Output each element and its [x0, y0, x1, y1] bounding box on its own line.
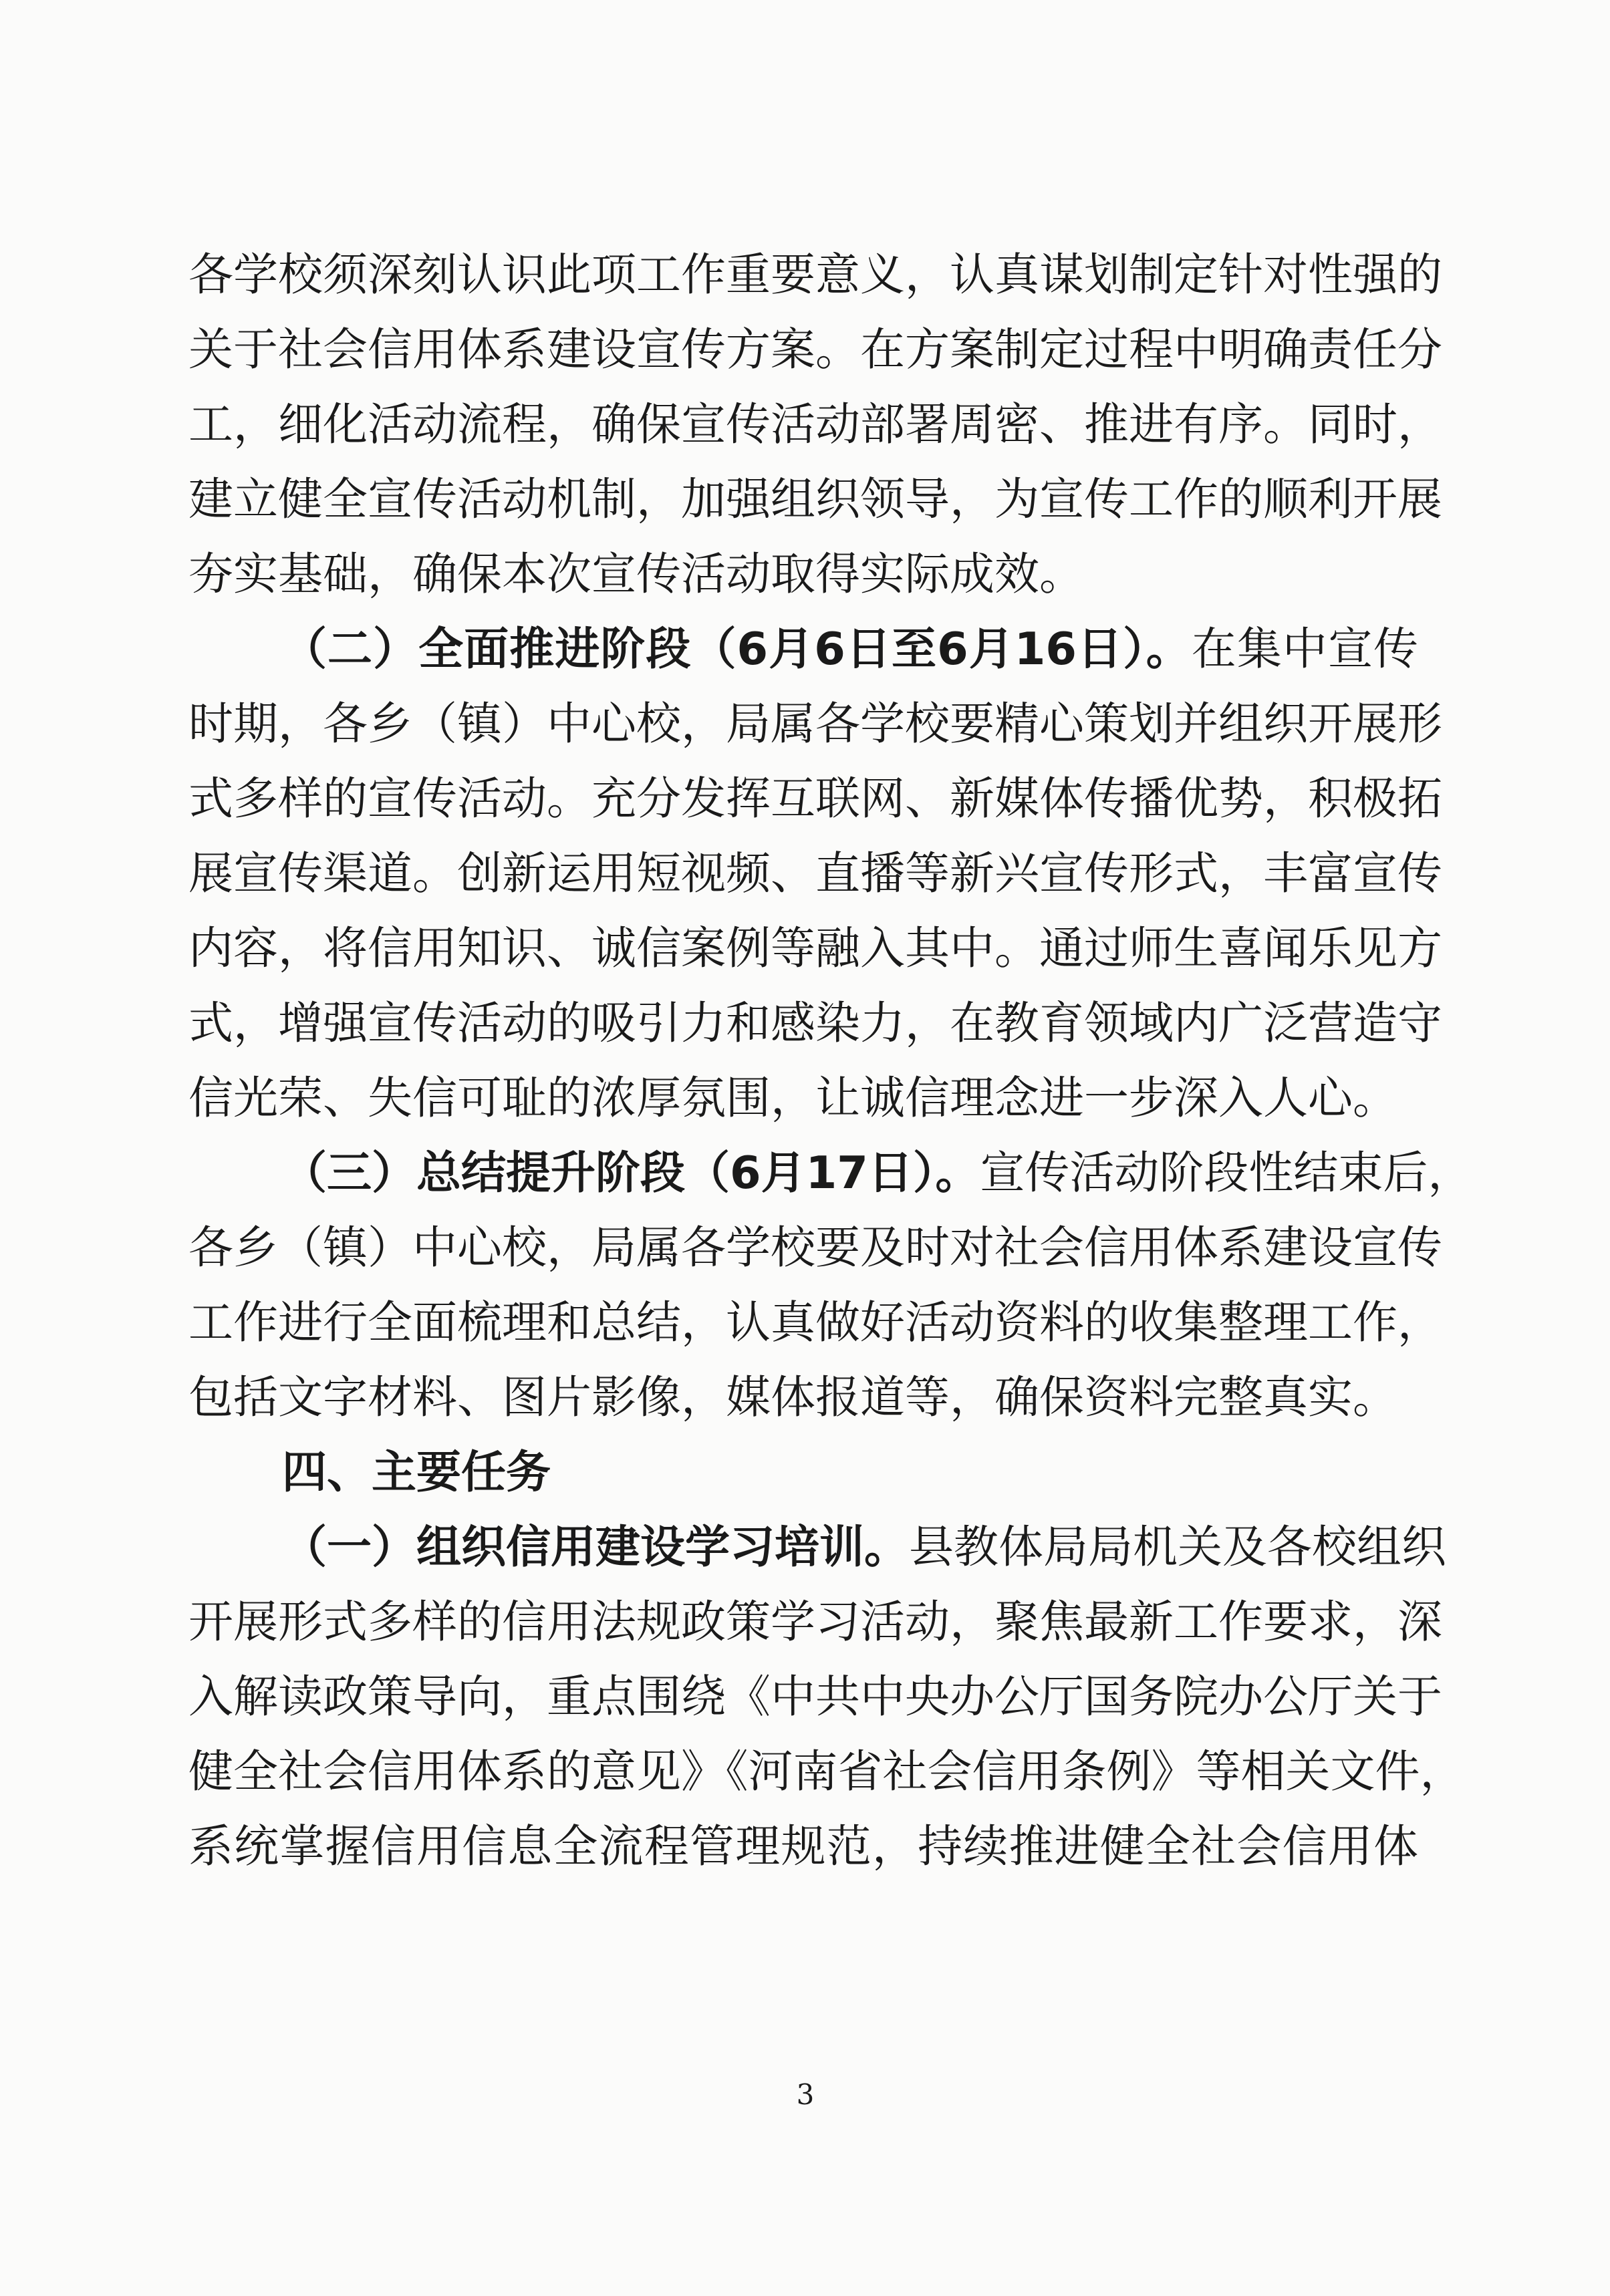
text-line: 时期，各乡（镇）中心校，局属各学校要精心策划并组织开展形	[188, 698, 1442, 750]
section-heading: 四、主要任务	[282, 1446, 551, 1498]
text-line: 各学校须深刻认识此项工作重要意义，认真谋划制定针对性强的	[188, 249, 1442, 301]
text-line: 健全社会信用体系的意见》《河南省社会信用条例》等相关文件，	[188, 1745, 1465, 1798]
text-line: 各乡（镇）中心校，局属各学校要及时对社会信用体系建设宣传	[188, 1222, 1442, 1274]
text-line: 工作进行全面梳理和总结，认真做好活动资料的收集整理工作，	[188, 1296, 1442, 1348]
text-line: 开展形式多样的信用法规政策学习活动，聚焦最新工作要求，深	[188, 1596, 1442, 1648]
page-number: 3	[796, 2078, 815, 2111]
text-line: 式多样的宣传活动。充分发挥互联网、新媒体传播优势，积极拓	[188, 772, 1442, 825]
paragraph-start: （一）组织信用建设学习培训。县教体局局机关及各校组织	[282, 1521, 1446, 1573]
text-line: 包括文字材料、图片影像，媒体报道等，确保资料完整真实。	[188, 1371, 1397, 1423]
text-line: 信光荣、失信可耻的浓厚氛围，让诚信理念进一步深入人心。	[188, 1072, 1397, 1124]
paragraph-start: （三）总结提升阶段（6月17日）。宣传活动阶段性结束后，	[282, 1147, 1473, 1199]
paragraph-start: （二）全面推进阶段（6月6日至6月16日）。在集中宣传	[282, 623, 1419, 675]
section-lead: （三）总结提升阶段（6月17日）。	[282, 1147, 980, 1199]
text-line: 夯实基础，确保本次宣传活动取得实际成效。	[188, 548, 1084, 600]
text-line: 内容，将信用知识、诚信案例等融入其中。通过师生喜闻乐见方	[188, 922, 1442, 974]
text-line: 关于社会信用体系建设宣传方案。在方案制定过程中明确责任分	[188, 323, 1442, 376]
section-lead: （二）全面推进阶段（6月6日至6月16日）。	[282, 623, 1192, 675]
text-line: 展宣传渠道。创新运用短视频、直播等新兴宣传形式，丰富宣传	[188, 847, 1442, 899]
text-line: 工，细化活动流程，确保宣传活动部署周密、推进有序。同时，	[188, 398, 1442, 450]
text-line: 建立健全宣传活动机制，加强组织领导，为宣传工作的顺利开展	[188, 473, 1442, 525]
text-line: 入解读政策导向，重点围绕《中共中央办公厅国务院办公厅关于	[188, 1671, 1442, 1723]
text-line: 系统掌握信用信息全流程管理规范，持续推进健全社会信用体	[188, 1820, 1418, 1872]
text-line: 式，增强宣传活动的吸引力和感染力，在教育领域内广泛营造守	[188, 997, 1442, 1049]
section-lead: （一）组织信用建设学习培训。	[282, 1521, 909, 1573]
